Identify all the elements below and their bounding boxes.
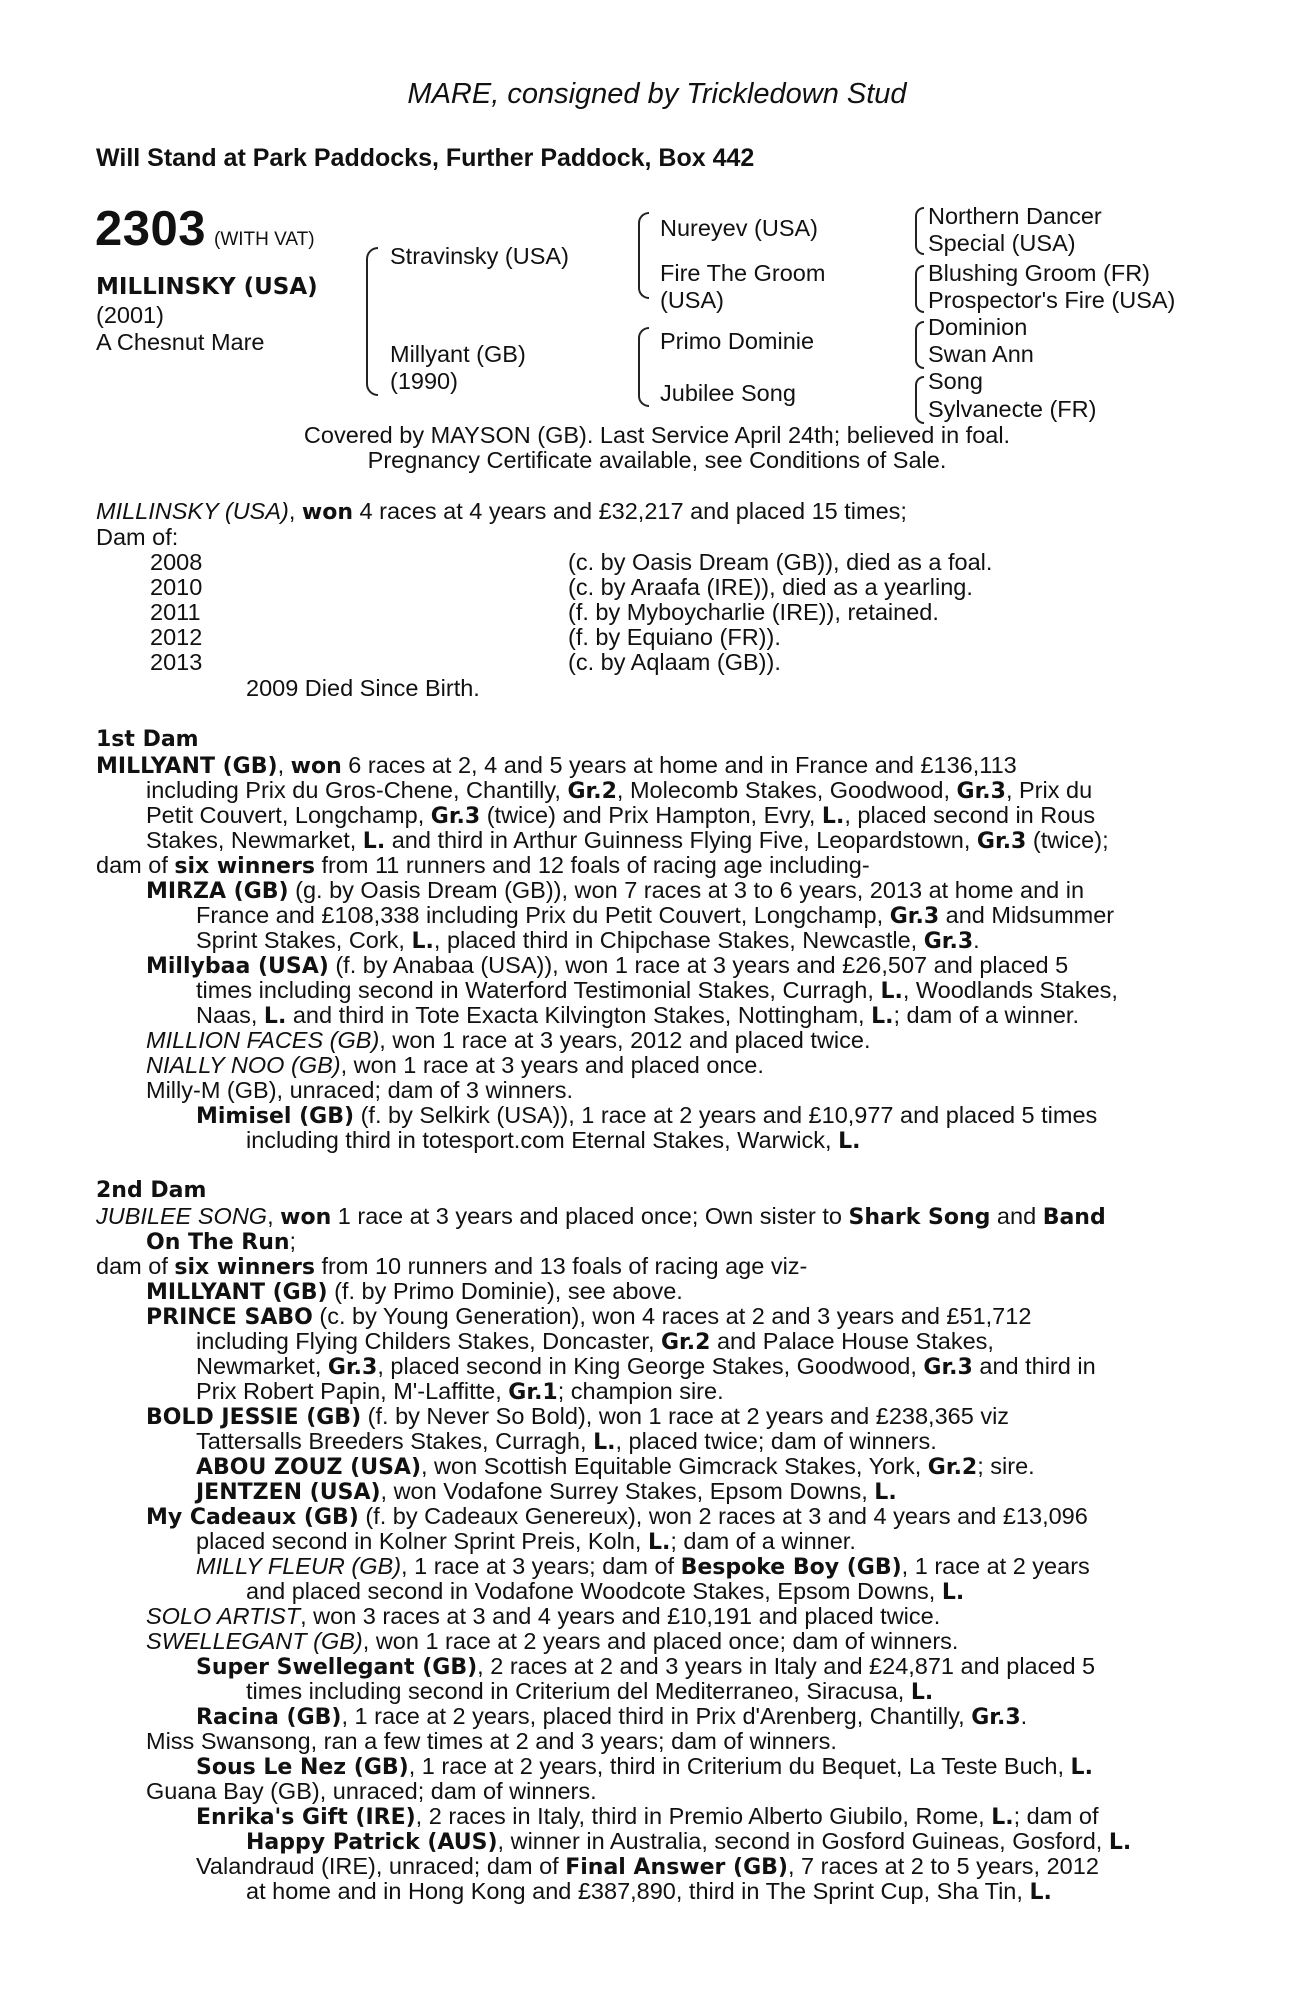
pedigree-dam-year: (1990) [390,368,458,394]
vat-label: (WITH VAT) [214,229,315,250]
first-dam-text: Petit Couvert, Longchamp, Gr.3 (twice) and Prix Hampton, Evry, L., placed second in Rous [146,802,1096,829]
pedigree-brace-4b [915,265,924,313]
produce-year: 2012 [150,624,203,650]
first-dam-text: Milly-M (GB), unraced; dam of 3 winners. [146,1077,574,1103]
second-dam-text: Guana Bay (GB), unraced; dam of winners. [146,1778,597,1804]
first-dam-text: MILLION FACES (GB), won 1 race at 3 years, 2012 and placed twice. [146,1027,871,1053]
produce-record: (c. by Araafa (IRE)), died as a yearling. [568,574,973,600]
pedigree-g1: Northern Dancer [928,203,1102,229]
page-title: MARE, consigned by Trickledown Stud [407,78,907,110]
pedigree-dam-sire: Primo Dominie [660,328,815,354]
first-dam-text: Millybaa (USA) (f. by Anabaa (USA)), won 1 race at 3 years and £26,507 and placed 5 [146,952,1069,979]
pedigree-brace-4d [915,376,924,424]
second-dam-text: SOLO ARTIST, won 3 races at 3 and 4 years and £10,191 and placed twice. [146,1603,941,1629]
second-dam-text: BOLD JESSIE (GB) (f. by Never So Bold), won 1 race at 2 years and £238,365 viz [146,1403,1010,1430]
first-dam-text: including Prix du Gros-Chene, Chantilly, Gr.2, Molecomb Stakes, Goodwood, Gr.3, Prix du [146,777,1093,804]
produce-record: (f. by Equiano (FR)). [568,624,781,650]
horse-name: MILLINSKY (USA) [96,274,318,300]
second-dam-text: Prix Robert Papin, M'-Laffitte, Gr.1; champion sire. [196,1378,724,1405]
produce-year: 2013 [150,649,203,675]
first-dam-text: MILLYANT (GB), won 6 races at 2, 4 and 5 years at home and in France and £136,113 [96,752,1017,779]
second-dam-text: ABOU ZOUZ (USA), won Scottish Equitable Gimcrack Stakes, York, Gr.2; sire. [196,1453,1035,1480]
first-dam-text: Naas, L. and third in Tote Exacta Kilvington Stakes, Nottingham, L.; dam of a winner. [196,1002,1079,1029]
pedigree-g3: Blushing Groom (FR) [928,260,1150,286]
pedigree-sire: Stravinsky (USA) [390,243,569,269]
pedigree-sire-dam-line1: Fire The Groom [660,260,826,286]
produce-record: (c. by Aqlaam (GB)). [568,649,781,675]
produce-intro-name: MILLINSKY (USA) [96,498,289,524]
second-dam-text: PRINCE SABO (c. by Young Generation), won 4 races at 2 and 3 years and £51,712 [146,1303,1032,1330]
second-dam-text: Racina (GB), 1 race at 2 years, placed third in Prix d'Arenberg, Chantilly, Gr.3. [196,1703,1028,1730]
second-dam-text: Newmarket, Gr.3, placed second in King George Stakes, Goodwood, Gr.3 and third in [196,1353,1096,1380]
first-dam-text: Stakes, Newmarket, L. and third in Arthur Guinness Flying Five, Leopardstown, Gr.3 (twice); [146,827,1109,854]
second-dam-text: My Cadeaux (GB) (f. by Cadeaux Genereux), won 2 races at 3 and 4 years and £13,096 [146,1503,1088,1530]
first-dam-text: MIRZA (GB) (g. by Oasis Dream (GB)), won 7 races at 3 to 6 years, 2013 at home and in [146,877,1085,904]
pedigree-brace-4a [915,207,924,255]
produce-year: 2010 [150,574,203,600]
second-dam-text: Super Swellegant (GB), 2 races at 2 and 3 years in Italy and £24,871 and placed 5 [196,1653,1096,1680]
pedigree-dam-dam: Jubilee Song [660,380,796,406]
pedigree-g8: Sylvanecte (FR) [928,396,1097,422]
pedigree-brace-4c [915,321,924,369]
first-dam-text: Mimisel (GB) (f. by Selkirk (USA)), 1 race at 2 years and £10,977 and placed 5 times [196,1102,1098,1129]
first-dam-text: times including second in Waterford Testimonial Stakes, Curragh, L., Woodlands Stakes, [196,977,1118,1004]
second-dam-text: placed second in Kolner Sprint Preis, Koln, L.; dam of a winner. [196,1528,856,1555]
second-dam-text: including Flying Childers Stakes, Doncaster, Gr.2 and Palace House Stakes, [196,1328,994,1355]
produce-year: 2011 [150,599,201,625]
second-dam-text: Tattersalls Breeders Stakes, Curragh, L., placed twice; dam of winners. [196,1428,937,1455]
location-line: Will Stand at Park Paddocks, Further Paddock, Box 442 [96,144,755,172]
second-dam-text: Happy Patrick (AUS), winner in Australia, second in Gosford Guineas, Gosford, L. [246,1828,1132,1855]
first-dam-text: including third in totesport.com Eternal Stakes, Warwick, L. [246,1127,861,1154]
second-dam-text: Miss Swansong, ran a few times at 2 and 3 years; dam of winners. [146,1728,837,1754]
pedigree-g6: Swan Ann [928,341,1034,367]
produce-intro-rest: 4 races at 4 years and £32,217 and placed 15 times; [353,498,907,524]
second-dam-text: at home and in Hong Kong and £387,890, third in The Sprint Cup, Sha Tin, L. [246,1878,1052,1905]
pedigree-brace-main [366,247,378,396]
second-dam-text: times including second in Criterium del Mediterraneo, Siracusa, L. [246,1678,934,1705]
second-dam-text: MILLYANT (GB) (f. by Primo Dominie), see above. [146,1278,683,1305]
produce-record: (c. by Oasis Dream (GB)), died as a foal. [568,549,993,575]
second-dam-text: Valandraud (IRE), unraced; dam of Final Answer (GB), 7 races at 2 to 5 years, 2012 [196,1853,1099,1880]
pedigree-sire-sire: Nureyev (USA) [660,215,819,241]
lot-number-line [95,201,315,257]
pedigree-dam: Millyant (GB) [390,341,526,367]
horse-description: A Chesnut Mare [96,329,265,355]
produce-year: 2008 [150,549,203,575]
second-dam-text: dam of six winners from 10 runners and 13 foals of racing age viz- [96,1253,808,1280]
second-dam-text: and placed second in Vodafone Woodcote Stakes, Epsom Downs, L. [246,1578,965,1605]
pedigree-brace-dam [638,327,649,407]
second-dam-text: On The Run; [146,1228,297,1255]
first-dam-text: dam of six winners from 11 runners and 12 foals of racing age including- [96,852,870,879]
produce-died: 2009 Died Since Birth. [246,675,480,701]
second-dam-text: MILLY FLEUR (GB), 1 race at 3 years; dam of Bespoke Boy (GB), 1 race at 2 years [196,1553,1090,1580]
pedigree-sire-dam-line2: (USA) [660,287,724,313]
first-dam-text: France and £108,338 including Prix du Petit Couvert, Longchamp, Gr.3 and Midsummer [196,902,1115,929]
produce-record: (f. by Myboycharlie (IRE)), retained. [568,599,939,625]
first-dam-heading: 1st Dam [96,727,199,752]
second-dam-text: SWELLEGANT (GB), won 1 race at 2 years and placed once; dam of winners. [146,1628,959,1654]
produce-intro-won: won [301,500,354,525]
produce-intro: MILLINSKY (USA), won 4 races at 4 years and £32,217 and placed 15 times; [96,498,907,525]
second-dam-text: JUBILEE SONG, won 1 race at 3 years and placed once; Own sister to Shark Song and Band [96,1203,1106,1230]
first-dam-text: Sprint Stakes, Cork, L., placed third in Chipchase Stakes, Newcastle, Gr.3. [196,927,980,954]
pedigree-brace-sire [638,212,649,299]
second-dam-text: Sous Le Nez (GB), 1 race at 2 years, third in Criterium du Bequet, La Teste Buch, L. [196,1753,1093,1780]
first-dam-text: NIALLY NOO (GB), won 1 race at 3 years and placed once. [146,1052,764,1078]
covering-line-2: Pregnancy Certificate available, see Conditions of Sale. [367,447,947,473]
pedigree-g7: Song [928,368,983,394]
dam-of-label: Dam of: [96,524,179,550]
pedigree-g4: Prospector's Fire (USA) [928,287,1176,313]
horse-year: (2001) [96,302,164,328]
pedigree-g5: Dominion [928,314,1028,340]
lot-number: 2303 [95,202,207,256]
second-dam-heading: 2nd Dam [96,1178,207,1203]
second-dam-text: JENTZEN (USA), won Vodafone Surrey Stakes, Epsom Downs, L. [196,1478,897,1505]
pedigree-g2: Special (USA) [928,230,1076,256]
covering-line-1: Covered by MAYSON (GB). Last Service April 24th; believed in foal. [303,422,1011,448]
second-dam-text: Enrika's Gift (IRE), 2 races in Italy, third in Premio Alberto Giubilo, Rome, L.; dam of [196,1803,1099,1830]
